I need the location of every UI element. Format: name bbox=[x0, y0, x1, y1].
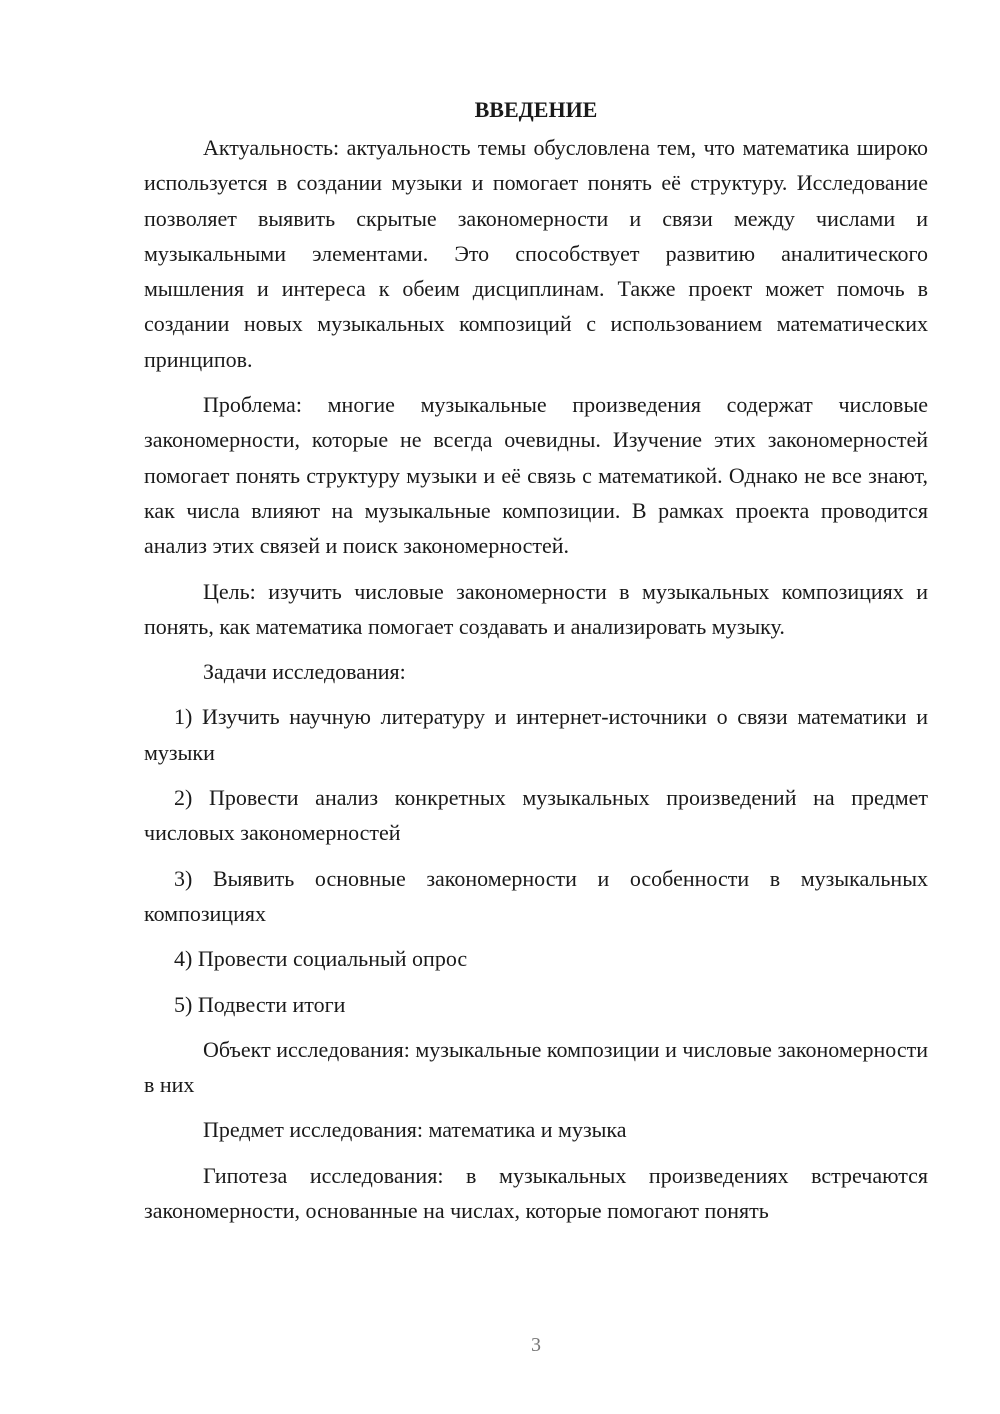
task-item-3: 3) Выявить основные закономерности и особенности в музыкальных композициях bbox=[144, 865, 928, 926]
section-heading: ВВЕДЕНИЕ bbox=[474, 97, 598, 122]
paragraph-subject: Предмет исследования: математика и музыка bbox=[203, 1117, 627, 1143]
task-item-1: 1) Изучить научную литературу и интернет-источники о связи математики и музыки bbox=[144, 704, 928, 765]
paragraph-tasks-title: Задачи исследования: bbox=[203, 659, 406, 685]
page-number: 3 bbox=[531, 1334, 541, 1356]
paragraph-object: Объект исследования: музыкальные композиции и числовые закономерности в них bbox=[144, 1036, 928, 1098]
paragraph-goal: Цель: изучить числовые закономерности в музыкальных композициях и понять, как математика помогает создавать и анализировать музыку. bbox=[144, 578, 928, 639]
task-item-2: 2) Провести анализ конкретных музыкальных произведений на предмет числовых закономерностей bbox=[144, 785, 928, 846]
paragraph-problem: Проблема: многие музыкальные произведения содержат числовые закономерности, которые не всегда очевидны. Изучение этих закономерностей помогает понять структуру музыки и её связь с математикой. Однако не все знают, как числа влияют на музыкальные композиции. В рамках проекта проводится анализ этих связей и поиск закономерностей. bbox=[144, 392, 928, 559]
document-page bbox=[144, 92, 928, 1238]
task-item-4: 4) Провести социальный опрос bbox=[174, 946, 468, 972]
paragraph-relevance: Актуальность: актуальность темы обусловлена тем, что математика широко используется в создании музыки и помогает понять её структуру. Исследование позволяет выявить скрытые закономерности и связи между числами и музыкальными элементами. Это способствует развитию аналитического мышления и интереса к обеим дисциплинам. Также проект может помочь в создании новых музыкальных композиций с использованием математических принципов. bbox=[144, 135, 928, 372]
paragraph-hypothesis: Гипотеза исследования: в музыкальных произведениях встречаются закономерности, основанные на числах, которые помогают понять bbox=[144, 1162, 928, 1224]
task-item-5: 5) Подвести итоги bbox=[174, 991, 346, 1017]
